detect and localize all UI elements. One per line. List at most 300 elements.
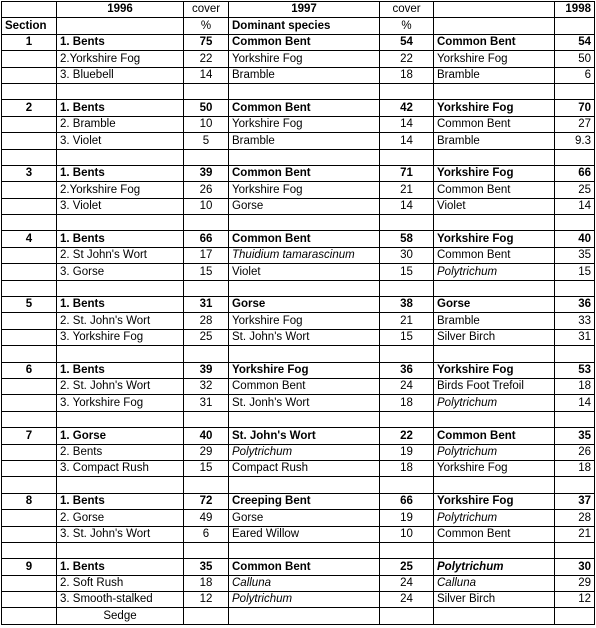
empty-cell [2, 526, 57, 542]
cover-1996: 49 [184, 510, 229, 526]
cover-1996: 10 [184, 116, 229, 132]
species-1996: 3. Yorkshire Fog [57, 329, 184, 345]
table-row [2, 34, 595, 50]
section-number: 5 [2, 297, 57, 313]
cover-1997: 21 [380, 313, 434, 329]
cover-1996: 29 [184, 444, 229, 460]
empty-cell [2, 378, 57, 394]
cover-1996: 18 [184, 575, 229, 591]
species-1998: Common Bent [434, 34, 555, 50]
table-row [2, 116, 595, 132]
empty-cell [2, 395, 57, 411]
species-1997: Polytrichum [229, 444, 380, 460]
empty-cell [184, 280, 229, 296]
species-1996: 3. Compact Rush [57, 460, 184, 476]
species-1998: Bramble [434, 313, 555, 329]
species-1998: Birds Foot Trefoil [434, 378, 555, 394]
table-row [2, 362, 595, 378]
species-1997: Common Bent [229, 559, 380, 575]
empty-cell [434, 477, 555, 493]
empty-cell [57, 477, 184, 493]
cover-1996: 14 [184, 67, 229, 83]
species-1998: Yorkshire Fog [434, 165, 555, 181]
cover-1997: 24 [380, 575, 434, 591]
cover-1998: 6 [555, 67, 595, 83]
cover-1996: 26 [184, 182, 229, 198]
empty-cell [434, 83, 555, 99]
cover-1997: 22 [380, 51, 434, 67]
section-number: 4 [2, 231, 57, 247]
section-column-header: Section [2, 18, 57, 34]
cover-1997: 15 [380, 329, 434, 345]
species-1998: Gorse [434, 297, 555, 313]
species-1997: Gorse [229, 297, 380, 313]
empty-cell [555, 280, 595, 296]
empty-cell [229, 542, 380, 558]
cover-1997: 14 [380, 133, 434, 149]
section-spacer-row [2, 346, 595, 362]
header-blank-cell [57, 18, 184, 34]
species-1997: St. John's Wort [229, 329, 380, 345]
empty-cell [57, 215, 184, 231]
cover-1998: 26 [555, 444, 595, 460]
species-1997: Common Bent [229, 231, 380, 247]
empty-cell [434, 542, 555, 558]
empty-cell [2, 264, 57, 280]
table-row [2, 198, 595, 214]
empty-cell [555, 83, 595, 99]
cover-1996: 28 [184, 313, 229, 329]
empty-cell [434, 608, 555, 624]
species-1996: 2. Soft Rush [57, 575, 184, 591]
cover-1996: 39 [184, 362, 229, 378]
empty-cell [229, 83, 380, 99]
header-blank-cell [434, 2, 555, 18]
empty-cell [2, 411, 57, 427]
species-1996: 2. Bramble [57, 116, 184, 132]
cover-1998: 33 [555, 313, 595, 329]
cover-1997-header: cover [380, 2, 434, 18]
cover-1996: 40 [184, 428, 229, 444]
cover-1996: 39 [184, 165, 229, 181]
cover-1998: 30 [555, 559, 595, 575]
section-number: 6 [2, 362, 57, 378]
empty-cell [555, 346, 595, 362]
species-1997: St. John's Wort [229, 428, 380, 444]
cover-1996: 17 [184, 247, 229, 263]
year-1998-header: 1998 [555, 2, 595, 18]
year-1996-header: 1996 [57, 2, 184, 18]
species-1997: Common Bent [229, 100, 380, 116]
empty-cell [229, 477, 380, 493]
empty-cell [2, 182, 57, 198]
empty-cell [2, 477, 57, 493]
header-row-years [2, 2, 595, 18]
table-row [2, 247, 595, 263]
table-row [2, 428, 595, 444]
species-1998: Common Bent [434, 526, 555, 542]
cover-1998: 53 [555, 362, 595, 378]
cover-1997: 10 [380, 526, 434, 542]
section-spacer-row [2, 149, 595, 165]
empty-cell [555, 542, 595, 558]
species-1996: 3. Yorkshire Fog [57, 395, 184, 411]
cover-1998: 36 [555, 297, 595, 313]
empty-cell [380, 215, 434, 231]
section-number: 2 [2, 100, 57, 116]
species-1996: 3. Gorse [57, 264, 184, 280]
cover-1996: 10 [184, 198, 229, 214]
table-row [2, 231, 595, 247]
table-row [2, 329, 595, 345]
cover-1998: 37 [555, 493, 595, 509]
species-1996: 1. Bents [57, 297, 184, 313]
cover-1996: 31 [184, 395, 229, 411]
species-1998: Bramble [434, 133, 555, 149]
cover-1997: 25 [380, 559, 434, 575]
species-1997: Yorkshire Fog [229, 116, 380, 132]
empty-cell [2, 51, 57, 67]
cover-1997: 21 [380, 182, 434, 198]
species-1997: Common Bent [229, 34, 380, 50]
empty-cell [57, 149, 184, 165]
empty-cell [2, 460, 57, 476]
empty-cell [434, 280, 555, 296]
empty-cell [229, 280, 380, 296]
cover-1998: 35 [555, 247, 595, 263]
empty-cell [380, 608, 434, 624]
cover-1996: 72 [184, 493, 229, 509]
species-1998: Yorkshire Fog [434, 460, 555, 476]
species-1996: 1. Bents [57, 34, 184, 50]
cover-1997: 22 [380, 428, 434, 444]
cover-1998: 29 [555, 575, 595, 591]
species-1997: Thuidium tamarascinum [229, 247, 380, 263]
cover-1997: 19 [380, 444, 434, 460]
table-row [2, 297, 595, 313]
species-1997: Gorse [229, 510, 380, 526]
header-blank-cell [555, 18, 595, 34]
empty-cell [380, 542, 434, 558]
table-row [2, 460, 595, 476]
section-spacer-row [2, 215, 595, 231]
species-cover-table [1, 1, 595, 625]
species-1997: Common Bent [229, 165, 380, 181]
species-1997: Creeping Bent [229, 493, 380, 509]
empty-cell [2, 444, 57, 460]
empty-cell [184, 83, 229, 99]
empty-cell [555, 608, 595, 624]
table-row [2, 526, 595, 542]
cover-1997: 14 [380, 116, 434, 132]
empty-cell [2, 67, 57, 83]
species-1998: Yorkshire Fog [434, 231, 555, 247]
empty-cell [57, 542, 184, 558]
section-number: 1 [2, 34, 57, 50]
cover-1996: 32 [184, 378, 229, 394]
cover-1997: 38 [380, 297, 434, 313]
empty-cell [2, 329, 57, 345]
empty-cell [380, 411, 434, 427]
species-1996: 1. Gorse [57, 428, 184, 444]
empty-cell [184, 215, 229, 231]
cover-1997: 19 [380, 510, 434, 526]
species-1997: Yorkshire Fog [229, 313, 380, 329]
empty-cell [2, 247, 57, 263]
section-spacer-row [2, 280, 595, 296]
species-1998: Yorkshire Fog [434, 362, 555, 378]
empty-cell [380, 83, 434, 99]
empty-cell [57, 280, 184, 296]
cover-1998: 70 [555, 100, 595, 116]
cover-1996: 15 [184, 264, 229, 280]
cover-1998: 25 [555, 182, 595, 198]
species-1998: Common Bent [434, 247, 555, 263]
cover-1996: 66 [184, 231, 229, 247]
cover-1998: 35 [555, 428, 595, 444]
cover-1998: 15 [555, 264, 595, 280]
empty-cell [2, 215, 57, 231]
table-row [2, 100, 595, 116]
species-1996: 3. St. John's Wort [57, 526, 184, 542]
table-row [2, 165, 595, 181]
empty-cell [434, 149, 555, 165]
species-1996: 3. Violet [57, 198, 184, 214]
species-1998: Silver Birch [434, 592, 555, 608]
empty-cell [2, 198, 57, 214]
empty-cell [229, 608, 380, 624]
empty-cell [184, 608, 229, 624]
cover-1997: 14 [380, 198, 434, 214]
table-row [2, 510, 595, 526]
species-1996: 1. Bents [57, 165, 184, 181]
species-1997: Polytrichum [229, 592, 380, 608]
species-1998: Common Bent [434, 428, 555, 444]
cover-1998: 54 [555, 34, 595, 50]
empty-cell [57, 411, 184, 427]
species-1997: Eared Willow [229, 526, 380, 542]
cover-1997: 18 [380, 67, 434, 83]
species-1996: 2. St. John's Wort [57, 378, 184, 394]
empty-cell [2, 313, 57, 329]
species-1998: Polytrichum [434, 444, 555, 460]
species-1996-continuation: Sedge [57, 608, 184, 624]
species-1998: Violet [434, 198, 555, 214]
cover-1998: 14 [555, 198, 595, 214]
cover-1997: 24 [380, 378, 434, 394]
cover-1997: 30 [380, 247, 434, 263]
header-row-labels [2, 18, 595, 34]
cover-1998: 31 [555, 329, 595, 345]
cover-1998: 28 [555, 510, 595, 526]
cover-1996: 35 [184, 559, 229, 575]
cover-1996: 6 [184, 526, 229, 542]
empty-cell [229, 215, 380, 231]
table-row [2, 182, 595, 198]
table-row [2, 592, 595, 608]
empty-cell [434, 411, 555, 427]
empty-cell [2, 592, 57, 608]
empty-cell [2, 133, 57, 149]
section-spacer-row [2, 83, 595, 99]
species-1996: 2. Gorse [57, 510, 184, 526]
species-1997: Common Bent [229, 378, 380, 394]
empty-cell [229, 149, 380, 165]
empty-cell [229, 411, 380, 427]
species-1996: 1. Bents [57, 559, 184, 575]
species-1997: Bramble [229, 133, 380, 149]
empty-cell [2, 149, 57, 165]
table-row [2, 444, 595, 460]
species-1997: Yorkshire Fog [229, 182, 380, 198]
table-row [2, 51, 595, 67]
cover-1996: 5 [184, 133, 229, 149]
species-1997: Violet [229, 264, 380, 280]
empty-cell [184, 411, 229, 427]
table-row [2, 493, 595, 509]
cover-1997: 71 [380, 165, 434, 181]
table-row [2, 313, 595, 329]
species-1996: 3. Violet [57, 133, 184, 149]
table-row [2, 133, 595, 149]
species-1996: 2.Yorkshire Fog [57, 182, 184, 198]
empty-cell [380, 149, 434, 165]
cover-1997: 18 [380, 460, 434, 476]
empty-cell [380, 280, 434, 296]
species-1998: Common Bent [434, 182, 555, 198]
table-row [2, 264, 595, 280]
empty-cell [184, 346, 229, 362]
percent-1996-header: % [184, 18, 229, 34]
dominant-species-header: Dominant species [229, 18, 380, 34]
cover-1997: 54 [380, 34, 434, 50]
cover-1998: 12 [555, 592, 595, 608]
species-1997: Calluna [229, 575, 380, 591]
empty-cell [184, 477, 229, 493]
section-spacer-row [2, 542, 595, 558]
cover-1998: 18 [555, 460, 595, 476]
empty-cell [2, 346, 57, 362]
empty-cell [2, 575, 57, 591]
empty-cell [434, 346, 555, 362]
cover-1997: 24 [380, 592, 434, 608]
empty-cell [555, 215, 595, 231]
cover-1997: 15 [380, 264, 434, 280]
cover-1998: 9.3 [555, 133, 595, 149]
empty-cell [2, 510, 57, 526]
species-1998: Silver Birch [434, 329, 555, 345]
header-blank-cell [2, 2, 57, 18]
empty-cell [434, 215, 555, 231]
species-1996: 3. Smooth-stalked [57, 592, 184, 608]
species-1997: Gorse [229, 198, 380, 214]
empty-cell [184, 149, 229, 165]
table-row-continuation [2, 608, 595, 624]
section-number: 7 [2, 428, 57, 444]
cover-1996: 75 [184, 34, 229, 50]
empty-cell [555, 411, 595, 427]
cover-1996-header: cover [184, 2, 229, 18]
empty-cell [57, 346, 184, 362]
species-1998: Polytrichum [434, 510, 555, 526]
species-1998: Common Bent [434, 116, 555, 132]
cover-1996: 15 [184, 460, 229, 476]
species-1997: Yorkshire Fog [229, 51, 380, 67]
species-1997: Compact Rush [229, 460, 380, 476]
empty-cell [555, 149, 595, 165]
species-1998: Yorkshire Fog [434, 100, 555, 116]
table-row [2, 575, 595, 591]
empty-cell [2, 83, 57, 99]
species-1997: Bramble [229, 67, 380, 83]
species-1998: Polytrichum [434, 559, 555, 575]
section-number: 3 [2, 165, 57, 181]
species-1997: St. Jonh's Wort [229, 395, 380, 411]
section-spacer-row [2, 477, 595, 493]
percent-1997-header: % [380, 18, 434, 34]
cover-1998: 14 [555, 395, 595, 411]
species-1998: Yorkshire Fog [434, 493, 555, 509]
table-row [2, 559, 595, 575]
cover-1997: 18 [380, 395, 434, 411]
cover-1998: 21 [555, 526, 595, 542]
empty-cell [184, 542, 229, 558]
cover-1997: 36 [380, 362, 434, 378]
species-1996: 1. Bents [57, 231, 184, 247]
section-number: 8 [2, 493, 57, 509]
header-blank-cell [434, 18, 555, 34]
cover-1997: 66 [380, 493, 434, 509]
species-1996: 1. Bents [57, 362, 184, 378]
table-row [2, 395, 595, 411]
cover-1996: 31 [184, 297, 229, 313]
table-row [2, 378, 595, 394]
empty-cell [229, 346, 380, 362]
empty-cell [2, 116, 57, 132]
cover-1998: 40 [555, 231, 595, 247]
empty-cell [2, 608, 57, 624]
cover-1998: 18 [555, 378, 595, 394]
cover-1996: 50 [184, 100, 229, 116]
empty-cell [57, 83, 184, 99]
empty-cell [380, 346, 434, 362]
species-1996: 2. St. John's Wort [57, 313, 184, 329]
species-1996: 2. St John's Wort [57, 247, 184, 263]
species-1996: 2.Yorkshire Fog [57, 51, 184, 67]
section-number: 9 [2, 559, 57, 575]
cover-1998: 66 [555, 165, 595, 181]
species-1998: Polytrichum [434, 395, 555, 411]
cover-1997: 42 [380, 100, 434, 116]
species-1996: 3. Bluebell [57, 67, 184, 83]
species-1998: Polytrichum [434, 264, 555, 280]
cover-1996: 25 [184, 329, 229, 345]
empty-cell [380, 477, 434, 493]
cover-1997: 58 [380, 231, 434, 247]
species-1998: Calluna [434, 575, 555, 591]
empty-cell [555, 477, 595, 493]
cover-1996: 22 [184, 51, 229, 67]
empty-cell [2, 280, 57, 296]
cover-1998: 50 [555, 51, 595, 67]
species-1996: 1. Bents [57, 493, 184, 509]
cover-1996: 12 [184, 592, 229, 608]
species-1996: 1. Bents [57, 100, 184, 116]
species-1996: 2. Bents [57, 444, 184, 460]
empty-cell [2, 542, 57, 558]
table-row [2, 67, 595, 83]
cover-1998: 27 [555, 116, 595, 132]
